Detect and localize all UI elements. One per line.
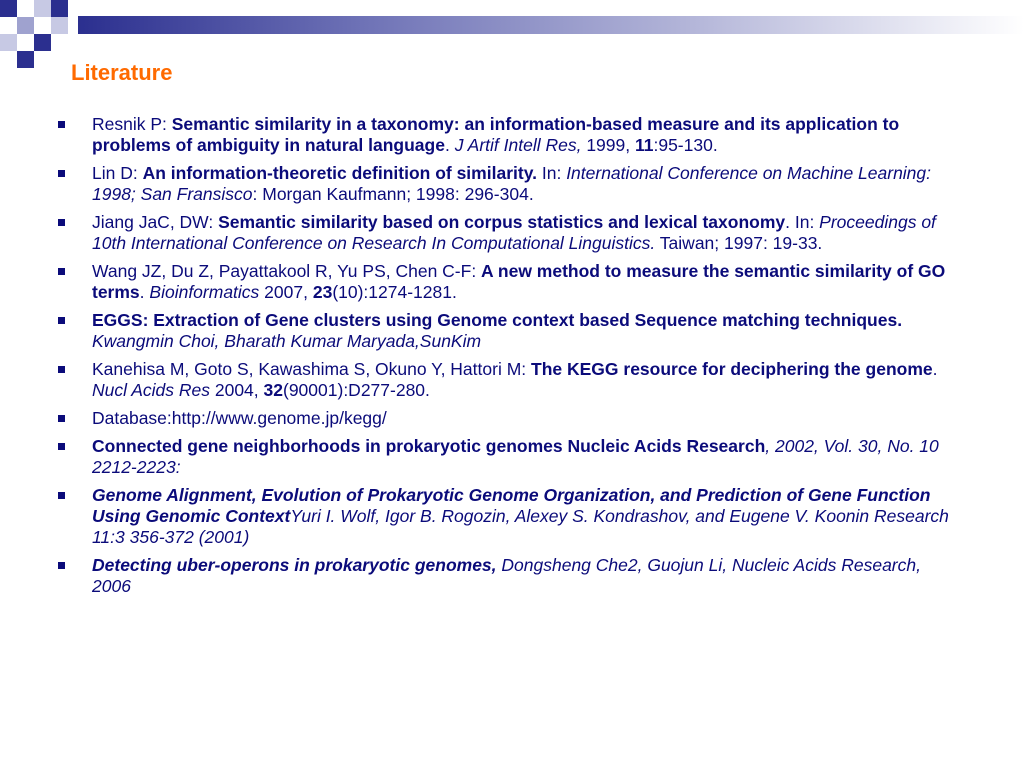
ref-pages: (90001):D277-280. (283, 380, 430, 400)
ref-authors: Kwangmin Choi, Bharath Kumar Maryada,SunKim (92, 331, 482, 351)
ref-database-link[interactable]: Database:http://www.genome.jp/kegg/ (92, 408, 387, 428)
bullet-square (58, 268, 65, 275)
ref-pages: :95-130. (653, 135, 718, 155)
ref-journal: J Artif Intell Res, (454, 135, 582, 155)
bullet-square (58, 317, 65, 324)
reference-kanehisa (58, 359, 958, 401)
ref-punct: . (139, 282, 150, 302)
ref-pages: (10):1274-1281. (332, 282, 457, 302)
bullet-square (58, 121, 65, 128)
ref-location: Taiwan; 1997: 19-33. (655, 233, 823, 253)
ref-title: Semantic similarity in a taxonomy: an information-based measure and its application to problems of ambiguity in natural language (92, 114, 900, 155)
bullet-square (58, 415, 65, 422)
bullet-square (58, 219, 65, 226)
corner-square-6 (51, 17, 68, 34)
ref-title: EGGS: Extraction of Gene clusters using Genome context based Sequence matching techniques. (92, 310, 903, 330)
ref-authors: Wang JZ, Du Z, Payattakool R, Yu PS, Chen C-F: (92, 261, 482, 281)
reference-list (58, 114, 958, 604)
ref-authors: Jiang JaC, DW: (92, 212, 219, 232)
ref-venue: Proceedings of 10th International Conference on Research In Computational Linguistics. (92, 212, 936, 253)
ref-punct: In: (537, 163, 567, 183)
slide-title: Literature (71, 60, 173, 85)
corner-square-7 (51, 0, 68, 17)
corner-square-5 (34, 34, 51, 51)
ref-title: An information-theoretic definition of similarity. (142, 163, 537, 183)
ref-citation: , 2002, Vol. 30, No. 10 2212-2223: (92, 436, 939, 477)
bullet-square (58, 366, 65, 373)
bullet-square (58, 562, 65, 569)
reference-genome-alignment (58, 485, 958, 548)
bullet-square (58, 443, 65, 450)
header-gradient-bar (78, 16, 1024, 34)
ref-venue: International Conference on Machine Learning: 1998; San Fransisco (92, 163, 932, 204)
corner-square-8 (17, 51, 34, 68)
ref-volume: 11 (634, 135, 654, 155)
ref-authors: Resnik P: (92, 114, 172, 134)
ref-title: Semantic similarity based on corpus statistics and lexical taxonomy (218, 212, 786, 232)
ref-title: Connected gene neighborhoods in prokaryotic genomes Nucleic Acids Research (92, 436, 766, 456)
reference-resnik (58, 114, 958, 156)
corner-square-2 (17, 17, 34, 34)
corner-square-4 (0, 34, 17, 51)
corner-square-3 (34, 0, 51, 17)
ref-journal: Bioinformatics (149, 282, 260, 302)
ref-punct: . In: (785, 212, 820, 232)
reference-database (58, 408, 958, 429)
bullet-square (58, 492, 65, 499)
reference-wang (58, 261, 958, 303)
ref-year: 2007, (259, 282, 313, 302)
ref-year: 2004, (210, 380, 264, 400)
bullet-square (58, 170, 65, 177)
ref-authors: Kanehisa M, Goto S, Kawashima S, Okuno Y, Hattori M: (92, 359, 532, 379)
ref-title: A new method to measure the semantic similarity of GO terms (92, 261, 946, 302)
ref-journal: Nucl Acids Res (92, 380, 210, 400)
ref-volume: 32 (263, 380, 283, 400)
reference-uber-operons (58, 555, 958, 597)
ref-authors: Dongsheng Che2, Guojun Li, Nucleic Acids Research, 2006 (92, 555, 921, 596)
ref-title: Detecting uber-operons in prokaryotic genomes, (92, 555, 497, 575)
ref-publisher: : Morgan Kaufmann; 1998: 296-304. (252, 184, 534, 204)
reference-connected-gene (58, 436, 958, 478)
ref-authors: Lin D: (92, 163, 143, 183)
reference-jiang (58, 212, 958, 254)
ref-year: 1999, (581, 135, 635, 155)
ref-title: Genome Alignment, Evolution of Prokaryotic Genome Organization, and Prediction of Gene Function Using Genomic Context (92, 485, 931, 526)
ref-title: The KEGG resource for deciphering the genome (531, 359, 933, 379)
corner-square-1 (0, 0, 17, 17)
ref-authors: Yuri I. Wolf, Igor B. Rogozin, Alexey S. Kondrashov, and Eugene V. Koonin Research 11:3 356-372 (2001) (92, 506, 949, 547)
reference-lin (58, 163, 958, 205)
ref-punct: . (444, 135, 455, 155)
reference-eggs (58, 310, 958, 352)
ref-punct: . (932, 359, 938, 379)
ref-volume: 23 (312, 282, 333, 302)
